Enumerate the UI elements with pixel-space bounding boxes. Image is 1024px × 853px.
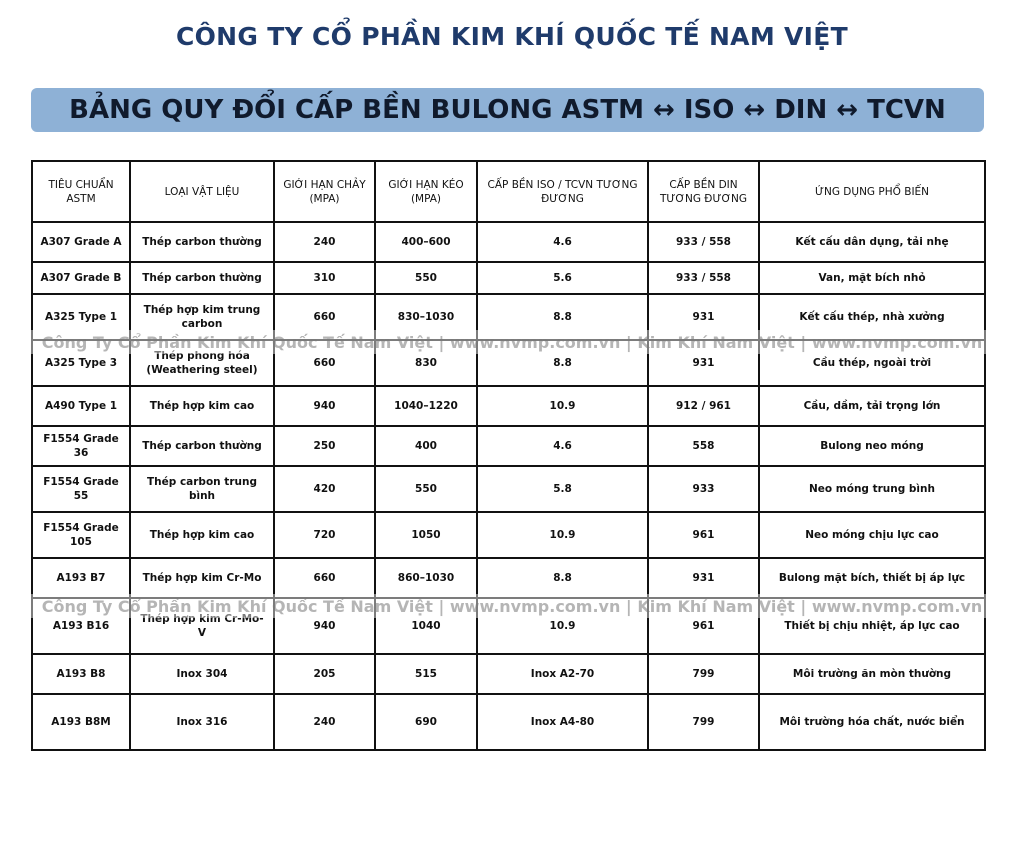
cell-iso-tcvn-grade: 10.9 xyxy=(477,598,648,654)
cell-material-type: Inox 304 xyxy=(130,654,274,694)
cell-din-grade: 933 xyxy=(648,466,759,512)
header-iso-tcvn-grade: CẤP BỀN ISO / TCVN TƯƠNG ĐƯƠNG xyxy=(477,161,648,222)
table-row xyxy=(32,512,985,558)
cell-material-type: Thép hợp kim Cr-Mo xyxy=(130,558,274,598)
table-row xyxy=(32,386,985,426)
table-row xyxy=(32,340,985,386)
table-header-row xyxy=(32,161,985,222)
cell-iso-tcvn-grade: 8.8 xyxy=(477,340,648,386)
title-banner xyxy=(31,88,984,132)
cell-iso-tcvn-grade: 5.6 xyxy=(477,262,648,294)
cell-iso-tcvn-grade: 10.9 xyxy=(477,512,648,558)
header-common-application: ỨNG DỤNG PHỔ BIẾN xyxy=(759,161,985,222)
cell-astm-standard: F1554 Grade 105 xyxy=(32,512,130,558)
table-row xyxy=(32,466,985,512)
cell-tensile-strength: 830 xyxy=(375,340,477,386)
cell-common-application: Bulong neo móng xyxy=(759,426,985,466)
table-title: BẢNG QUY ĐỔI CẤP BỀN BULONG ASTM ↔ ISO ↔ DIN ↔ TCVN xyxy=(69,95,946,125)
cell-material-type: Thép carbon thường xyxy=(130,222,274,262)
cell-material-type: Thép hợp kim Cr-Mo-V xyxy=(130,598,274,654)
cell-material-type: Thép carbon trung bình xyxy=(130,466,274,512)
cell-yield-strength: 940 xyxy=(274,598,375,654)
cell-common-application: Bulong mặt bích, thiết bị áp lực xyxy=(759,558,985,598)
cell-common-application: Thiết bị chịu nhiệt, áp lực cao xyxy=(759,598,985,654)
cell-yield-strength: 240 xyxy=(274,694,375,750)
cell-yield-strength: 250 xyxy=(274,426,375,466)
cell-din-grade: 799 xyxy=(648,694,759,750)
cell-material-type: Thép carbon thường xyxy=(130,262,274,294)
cell-tensile-strength: 690 xyxy=(375,694,477,750)
cell-tensile-strength: 515 xyxy=(375,654,477,694)
table-row xyxy=(32,654,985,694)
cell-din-grade: 933 / 558 xyxy=(648,222,759,262)
cell-din-grade: 931 xyxy=(648,294,759,340)
cell-material-type: Thép hợp kim trung carbon xyxy=(130,294,274,340)
cell-yield-strength: 940 xyxy=(274,386,375,426)
cell-tensile-strength: 550 xyxy=(375,262,477,294)
cell-iso-tcvn-grade: 10.9 xyxy=(477,386,648,426)
cell-material-type: Thép hợp kim cao xyxy=(130,386,274,426)
cell-iso-tcvn-grade: 8.8 xyxy=(477,294,648,340)
cell-common-application: Cầu thép, ngoài trời xyxy=(759,340,985,386)
cell-din-grade: 558 xyxy=(648,426,759,466)
cell-astm-standard: A307 Grade A xyxy=(32,222,130,262)
cell-common-application: Môi trường ăn mòn thường xyxy=(759,654,985,694)
cell-common-application: Cầu, dầm, tải trọng lớn xyxy=(759,386,985,426)
cell-common-application: Neo móng chịu lực cao xyxy=(759,512,985,558)
cell-iso-tcvn-grade: 4.6 xyxy=(477,426,648,466)
cell-common-application: Kết cấu thép, nhà xưởng xyxy=(759,294,985,340)
cell-material-type: Thép carbon thường xyxy=(130,426,274,466)
cell-tensile-strength: 1040 xyxy=(375,598,477,654)
cell-din-grade: 931 xyxy=(648,558,759,598)
cell-yield-strength: 310 xyxy=(274,262,375,294)
header-material-type: LOẠI VẬT LIỆU xyxy=(130,161,274,222)
cell-din-grade: 961 xyxy=(648,598,759,654)
table-row xyxy=(32,222,985,262)
cell-astm-standard: A193 B8 xyxy=(32,654,130,694)
cell-iso-tcvn-grade: Inox A2-70 xyxy=(477,654,648,694)
header-din-grade: CẤP BỀN DIN TƯƠNG ĐƯƠNG xyxy=(648,161,759,222)
cell-din-grade: 961 xyxy=(648,512,759,558)
cell-tensile-strength: 1040–1220 xyxy=(375,386,477,426)
cell-common-application: Môi trường hóa chất, nước biển xyxy=(759,694,985,750)
cell-din-grade: 931 xyxy=(648,340,759,386)
cell-iso-tcvn-grade: 5.8 xyxy=(477,466,648,512)
cell-astm-standard: F1554 Grade 36 xyxy=(32,426,130,466)
cell-astm-standard: A325 Type 1 xyxy=(32,294,130,340)
table-row xyxy=(32,294,985,340)
cell-astm-standard: A490 Type 1 xyxy=(32,386,130,426)
cell-yield-strength: 420 xyxy=(274,466,375,512)
cell-material-type: Thép hợp kim cao xyxy=(130,512,274,558)
cell-common-application: Neo móng trung bình xyxy=(759,466,985,512)
cell-yield-strength: 720 xyxy=(274,512,375,558)
table-row xyxy=(32,426,985,466)
cell-astm-standard: A193 B8M xyxy=(32,694,130,750)
cell-material-type: Thép phong hóa (Weathering steel) xyxy=(130,340,274,386)
watermark-text: Công Ty Cổ Phần Kim Khí Quốc Tế Nam Việt | www.nvmp.com.vn | Kim Khí Nam Việt | www.nvmp.com.vn xyxy=(41,596,983,616)
conversion-table xyxy=(31,160,986,751)
cell-astm-standard: F1554 Grade 55 xyxy=(32,466,130,512)
cell-iso-tcvn-grade: 8.8 xyxy=(477,558,648,598)
cell-tensile-strength: 400 xyxy=(375,426,477,466)
cell-iso-tcvn-grade: 4.6 xyxy=(477,222,648,262)
header-astm-standard: TIÊU CHUẨN ASTM xyxy=(32,161,130,222)
cell-yield-strength: 660 xyxy=(274,294,375,340)
cell-astm-standard: A325 Type 3 xyxy=(32,340,130,386)
cell-astm-standard: A193 B16 xyxy=(32,598,130,654)
cell-din-grade: 799 xyxy=(648,654,759,694)
table-row xyxy=(32,558,985,598)
cell-tensile-strength: 400–600 xyxy=(375,222,477,262)
cell-material-type: Inox 316 xyxy=(130,694,274,750)
cell-common-application: Kết cấu dân dụng, tải nhẹ xyxy=(759,222,985,262)
cell-yield-strength: 660 xyxy=(274,340,375,386)
cell-iso-tcvn-grade: Inox A4-80 xyxy=(477,694,648,750)
cell-tensile-strength: 860–1030 xyxy=(375,558,477,598)
table-row xyxy=(32,598,985,654)
cell-common-application: Van, mặt bích nhỏ xyxy=(759,262,985,294)
header-yield-strength: GIỚI HẠN CHẢY (MPA) xyxy=(274,161,375,222)
table-row xyxy=(32,694,985,750)
cell-tensile-strength: 550 xyxy=(375,466,477,512)
cell-tensile-strength: 1050 xyxy=(375,512,477,558)
cell-yield-strength: 660 xyxy=(274,558,375,598)
cell-astm-standard: A307 Grade B xyxy=(32,262,130,294)
cell-din-grade: 912 / 961 xyxy=(648,386,759,426)
cell-din-grade: 933 / 558 xyxy=(648,262,759,294)
company-title: CÔNG TY CỔ PHẦN KIM KHÍ QUỐC TẾ NAM VIỆT xyxy=(175,22,848,51)
cell-tensile-strength: 830–1030 xyxy=(375,294,477,340)
cell-astm-standard: A193 B7 xyxy=(32,558,130,598)
watermark-text: Công Ty Cổ Phần Kim Khí Quốc Tế Nam Việt | www.nvmp.com.vn | Kim Khí Nam Việt | www.nvmp.com.vn xyxy=(41,332,983,352)
header-tensile-strength: GIỚI HẠN KÉO (MPA) xyxy=(375,161,477,222)
table-row xyxy=(32,262,985,294)
cell-yield-strength: 205 xyxy=(274,654,375,694)
cell-yield-strength: 240 xyxy=(274,222,375,262)
